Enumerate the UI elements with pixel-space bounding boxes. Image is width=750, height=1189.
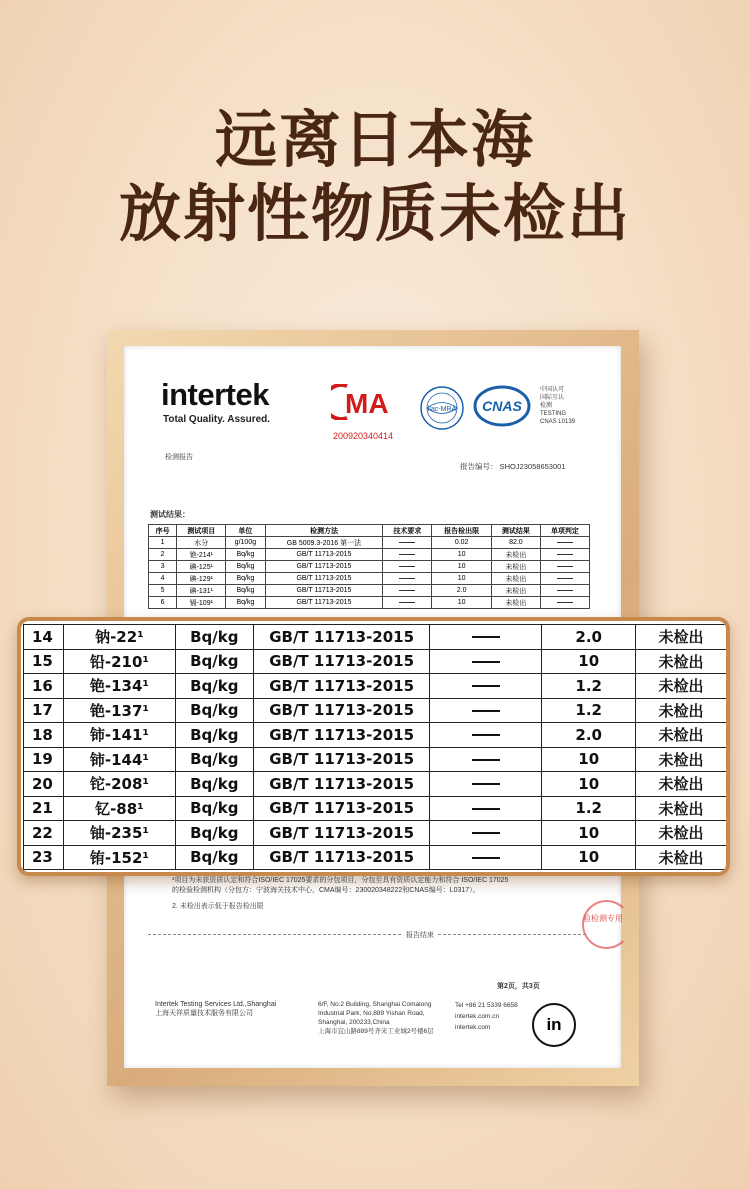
- cell-method: GB/T 11713-2015: [253, 821, 430, 846]
- company-address: 6/F, No.2 Building, Shanghai Comalong Industrial Park, No.889 Yishan Road, Shanghai, 200233,China 上海市宜山路889号齐来工业城2号楼6层: [318, 1001, 434, 1035]
- footnote-1: ¹项目为未获资质认定和符合ISO/IEC 17025要求的分包项目，分包至具有资质认定能力和符合 ISO/IEC 17025 的检验检测机构（分包方：宁波海关技术中心，CMA编号：230020348222和CNAS编号：L0317）。: [172, 877, 509, 894]
- requirement-cell: [430, 772, 542, 797]
- table-row: [24, 649, 727, 674]
- dash-mark: [472, 636, 500, 638]
- cnas-text: CNAS: [482, 398, 522, 414]
- cell-limit: 1.2: [542, 796, 636, 821]
- intertek-logo: intertek: [161, 377, 269, 412]
- cell-method: GB/T 11713-2015: [253, 772, 430, 797]
- report-number: 报告编号： SHOJ23058653001: [460, 462, 566, 471]
- table-row: [24, 772, 727, 797]
- cell-n: 20: [24, 772, 64, 797]
- company-info: Intertek Testing Services Ltd.,Shanghai 上海天祥质量技术服务有限公司: [155, 1001, 277, 1017]
- page-info: 第2页，共3页: [497, 983, 540, 990]
- cell-n: 22: [24, 821, 64, 846]
- cell-unit: Bq/kg: [175, 723, 253, 748]
- cell-n: 18: [24, 723, 64, 748]
- section-title: 测试结果：: [150, 510, 190, 519]
- cell-limit: 10: [542, 821, 636, 846]
- ilac-text: ilac-MRA: [427, 406, 457, 413]
- cell-unit: Bq/kg: [175, 821, 253, 846]
- table-row: [24, 723, 727, 748]
- stamp-text: 验检测专用: [583, 914, 623, 923]
- requirement-cell: [430, 845, 542, 870]
- table-row: [24, 747, 727, 772]
- results-table-small: [148, 524, 590, 609]
- requirement-cell: [430, 747, 542, 772]
- report-end: 报告结束: [403, 930, 437, 940]
- cell-item: 铯-134¹: [63, 674, 175, 699]
- cell-unit: Bq/kg: [175, 845, 253, 870]
- intertek-in-logo-icon: in: [532, 1003, 576, 1047]
- cell-unit: Bq/kg: [175, 649, 253, 674]
- cell-result: 未检出: [636, 674, 727, 699]
- requirement-cell: [430, 698, 542, 723]
- cell-item: 铈-144¹: [63, 747, 175, 772]
- dash-mark: [472, 734, 500, 736]
- dash-mark: [472, 832, 500, 834]
- cell-limit: 2.0: [542, 625, 636, 650]
- cell-result: 未检出: [636, 723, 727, 748]
- dash-mark: [472, 710, 500, 712]
- cell-limit: 2.0: [542, 723, 636, 748]
- company-contact: Tel +86 21 5339 6658 intertek.com.cn intertek.com: [455, 1002, 518, 1031]
- cell-limit: 10: [542, 747, 636, 772]
- cell-n: 15: [24, 649, 64, 674]
- cell-result: 未检出: [636, 698, 727, 723]
- cell-method: GB/T 11713-2015: [253, 674, 430, 699]
- cell-method: GB/T 11713-2015: [253, 845, 430, 870]
- cma-logo-icon: [331, 384, 411, 420]
- cell-n: 17: [24, 698, 64, 723]
- footnote-2: 2. 未检出表示低于报告检出限: [172, 903, 264, 910]
- cnas-logo-icon: [473, 385, 531, 427]
- seal-stamp-icon: [582, 900, 631, 949]
- cell-unit: Bq/kg: [175, 625, 253, 650]
- requirement-cell: [430, 625, 542, 650]
- cell-item: 铕-152¹: [63, 845, 175, 870]
- cell-limit: 10: [542, 649, 636, 674]
- dash-mark: [472, 661, 500, 663]
- cell-n: 19: [24, 747, 64, 772]
- requirement-cell: [430, 674, 542, 699]
- table-row: [24, 625, 727, 650]
- requirement-cell: [430, 796, 542, 821]
- cell-result: 未检出: [636, 625, 727, 650]
- cell-unit: Bq/kg: [175, 698, 253, 723]
- cell-result: 未检出: [636, 796, 727, 821]
- cma-number: 200920340414: [333, 431, 394, 441]
- cell-item: 铊-208¹: [63, 772, 175, 797]
- requirement-cell: [430, 821, 542, 846]
- cell-method: GB/T 11713-2015: [253, 796, 430, 821]
- headline-line1: 远离日本海: [214, 103, 535, 176]
- cell-n: 21: [24, 796, 64, 821]
- table-row: 5 碘-131¹ Bq/kg GB/T 11713-2015 2.0 未检出: [149, 585, 590, 597]
- table-header-row: 序号 测试项目 单位 检测方法 技术要求 报告检出限 测试结果 单项判定: [149, 525, 590, 537]
- cell-limit: 1.2: [542, 698, 636, 723]
- cell-unit: Bq/kg: [175, 674, 253, 699]
- table-row: [24, 796, 727, 821]
- cnas-accreditation-text: 中国认可 国际互认 检测 TESTING CNAS L0139: [540, 387, 576, 425]
- doc-type: 检测报告: [165, 454, 193, 461]
- cell-n: 23: [24, 845, 64, 870]
- table-row: 4 碘-129¹ Bq/kg GB/T 11713-2015 10 未检出: [149, 573, 590, 585]
- cell-item: 钇-88¹: [63, 796, 175, 821]
- dash-mark: [472, 759, 500, 761]
- cell-item: 铀-235¹: [63, 821, 175, 846]
- cell-limit: 10: [542, 845, 636, 870]
- cell-result: 未检出: [636, 821, 727, 846]
- requirement-cell: [430, 649, 542, 674]
- requirement-cell: [430, 723, 542, 748]
- table-row: [24, 674, 727, 699]
- cell-n: 16: [24, 674, 64, 699]
- dash-mark: [472, 857, 500, 859]
- cell-method: GB/T 11713-2015: [253, 698, 430, 723]
- table-row: [24, 698, 727, 723]
- cell-unit: Bq/kg: [175, 747, 253, 772]
- table-row: [24, 821, 727, 846]
- table-row: [24, 845, 727, 870]
- table-row: 2 铯-214¹ Bq/kg GB/T 11713-2015 10 未检出: [149, 549, 590, 561]
- results-table-highlight: [23, 624, 727, 870]
- cell-limit: 10: [542, 772, 636, 797]
- dash-mark: [472, 783, 500, 785]
- cell-result: 未检出: [636, 845, 727, 870]
- cell-result: 未检出: [636, 747, 727, 772]
- cell-unit: Bq/kg: [175, 772, 253, 797]
- cell-method: GB/T 11713-2015: [253, 723, 430, 748]
- dash-mark: [472, 808, 500, 810]
- headline-line2: 放射性物质未检出: [118, 177, 631, 250]
- intertek-tagline: Total Quality. Assured.: [163, 414, 271, 425]
- cell-method: GB/T 11713-2015: [253, 649, 430, 674]
- cell-result: 未检出: [636, 772, 727, 797]
- cell-item: 铯-137¹: [63, 698, 175, 723]
- table-row: 6 镉-109¹ Bq/kg GB/T 11713-2015 10 未检出: [149, 597, 590, 609]
- cell-n: 14: [24, 625, 64, 650]
- highlighted-results-panel: [17, 617, 730, 876]
- cell-method: GB/T 11713-2015: [253, 747, 430, 772]
- cell-limit: 1.2: [542, 674, 636, 699]
- table-row: 1 水分 g/100g GB 5009.3-2016 第一法 0.02 82.0: [149, 537, 590, 549]
- cell-item: 铈-141¹: [63, 723, 175, 748]
- divider: [148, 934, 586, 935]
- table-row: 3 碘-125¹ Bq/kg GB/T 11713-2015 10 未检出: [149, 561, 590, 573]
- cell-item: 铅-210¹: [63, 649, 175, 674]
- ilac-logo-icon: [418, 385, 466, 431]
- dash-mark: [472, 685, 500, 687]
- cell-method: GB/T 11713-2015: [253, 625, 430, 650]
- cell-unit: Bq/kg: [175, 796, 253, 821]
- cell-result: 未检出: [636, 649, 727, 674]
- cell-item: 钠-22¹: [63, 625, 175, 650]
- cma-mark-text: MA: [345, 388, 389, 419]
